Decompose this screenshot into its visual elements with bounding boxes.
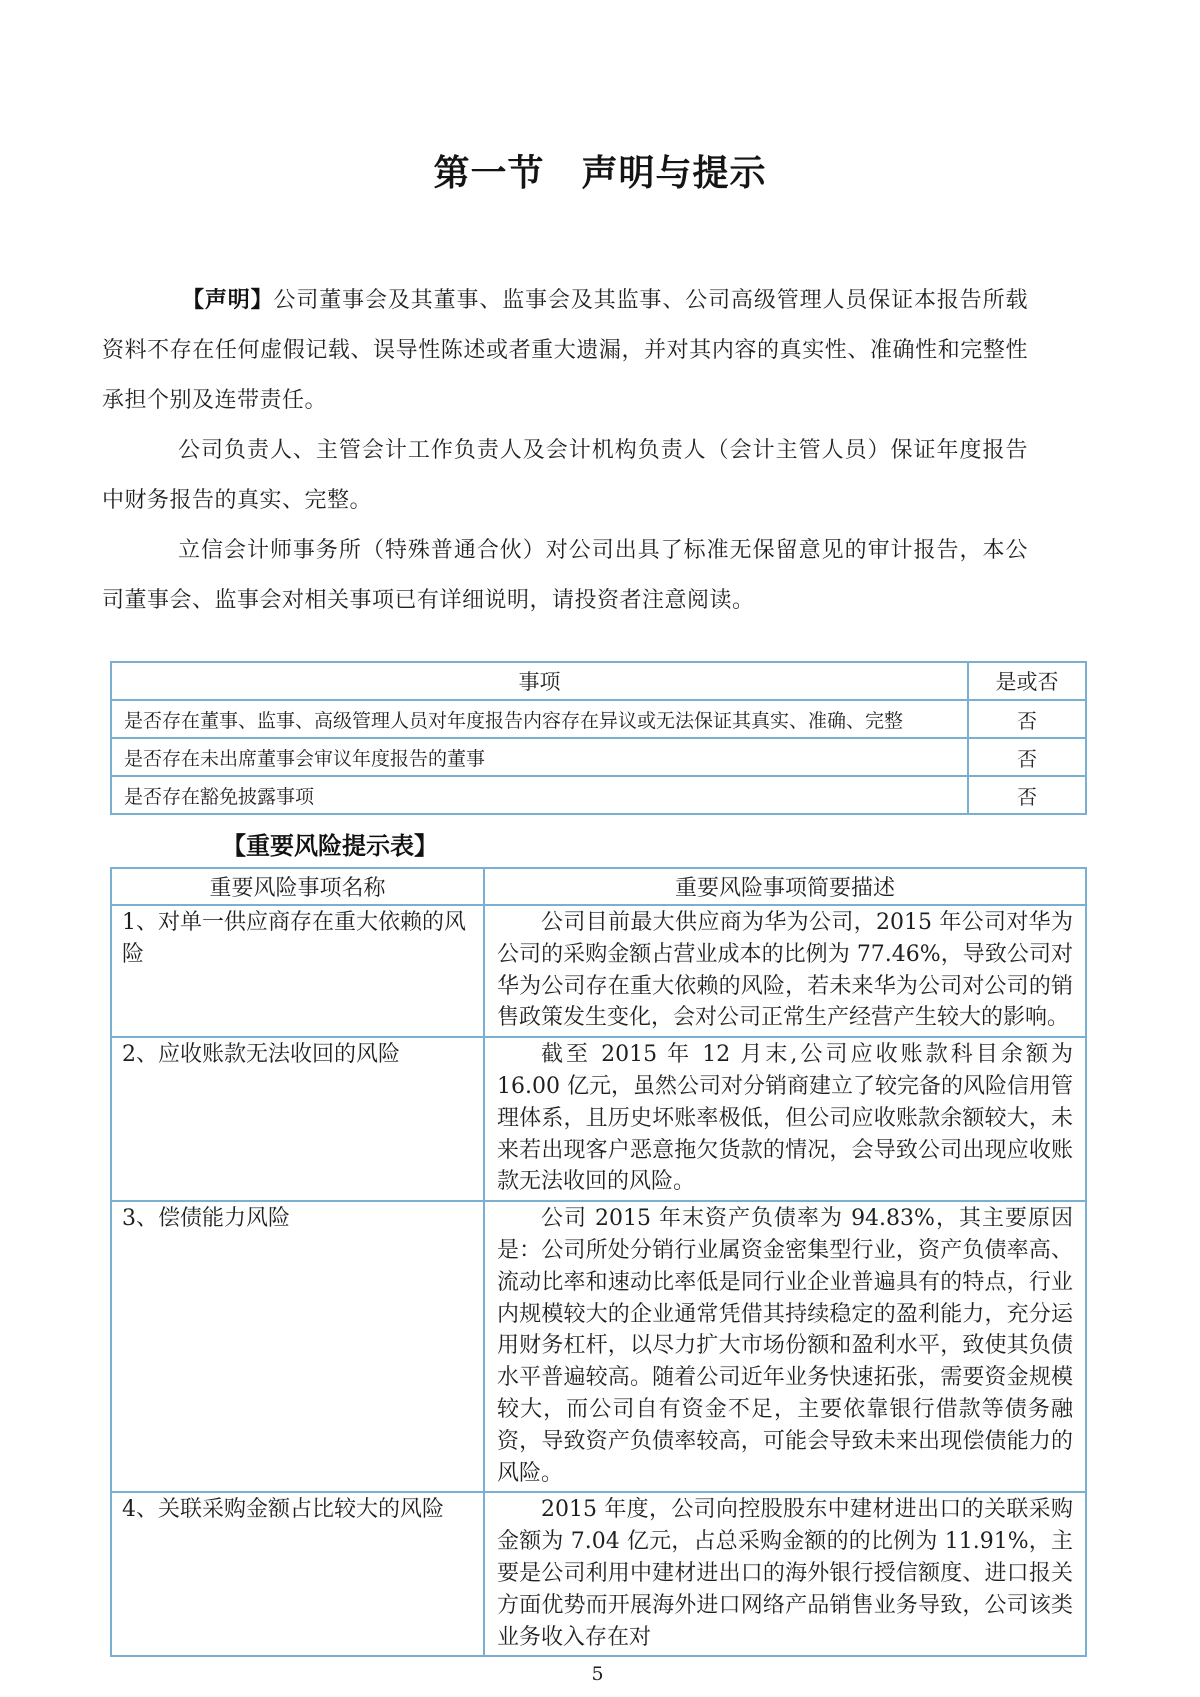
declaration-paragraph: 公司负责人、主管会计工作负责人及会计机构负责人（会计主管人员）保证年度报告中财务报告的真实、完整。 <box>102 438 1028 513</box>
risk-row <box>111 1492 1086 1656</box>
risk-desc-cell: 2015 年度，公司向控股股东中建材进出口的关联采购金额为 7.04 亿元，占总采购金额的的比例为 11.91%，主要是公司利用中建材进出口的海外银行授信额度、进口报关方面优势而开展海外进口网络产品销售业务导致，公司该类业务收入存在对 <box>484 1492 1086 1656</box>
risk-table-heading: 【重要风险提示表】 <box>222 833 438 860</box>
declaration-paragraph <box>102 275 1028 426</box>
declaration-block <box>102 275 1028 626</box>
page-number: 5 <box>591 1663 604 1686</box>
risk-table-header-row <box>111 868 1086 905</box>
risk-row <box>111 1201 1086 1492</box>
risk-desc-cell: 公司 2015 年末资产负债率为 94.83%，其主要原因是：公司所处分销行业属资金密集型行业，资产负债率高、流动比率和速动比率低是同行业企业普遍具有的特点，行业内规模较大的企业通常凭借其持续稳定的盈利能力，充分运用财务杠杆，以尽力扩大市场份额和盈利水平，致使其负债水平普遍较高。随着公司近年业务快速拓张，需要资金规模较大，而公司自有资金不足，主要依靠银行借款等债务融资，导致资产负债率较高，可能会导致未来出现偿债能力的风险。 <box>484 1201 1086 1492</box>
item-cell: 是否存在未出席董事会审议年度报告的董事 <box>111 738 968 776</box>
item-cell: 是否存在豁免披露事项 <box>111 776 968 814</box>
risk-name-cell: 2、应收账款无法收回的风险 <box>111 1037 484 1201</box>
header-cell-item: 事项 <box>111 662 968 700</box>
risk-name-cell: 3、偿债能力风险 <box>111 1201 484 1492</box>
table-row <box>111 700 1086 738</box>
risk-row <box>111 1037 1086 1201</box>
header-cell-yesno: 是或否 <box>968 662 1086 700</box>
matters-table <box>110 661 1087 815</box>
declaration-lead: 【声明】 <box>182 287 274 312</box>
risk-desc-cell: 公司目前最大供应商为华为公司，2015 年公司对华为公司的采购金额占营业成本的比例为 77.46%，导致公司对华为公司存在重大依赖的风险，若未来华为公司对公司的销售政策发生变化，会对公司正常生产经营产生较大的影响。 <box>484 905 1086 1037</box>
answer-cell: 否 <box>968 776 1086 814</box>
answer-cell: 否 <box>968 738 1086 776</box>
item-cell: 是否存在董事、监事、高级管理人员对年度报告内容存在异议或无法保证其真实、准确、完整 <box>111 700 968 738</box>
declaration-paragraph: 立信会计师事务所（特殊普通合伙）对公司出具了标准无保留意见的审计报告，本公司董事会、监事会对相关事项已有详细说明，请投资者注意阅读。 <box>102 538 1028 613</box>
header-cell-risk-desc: 重要风险事项简要描述 <box>484 868 1086 905</box>
risk-name-cell: 1、对单一供应商存在重大依赖的风险 <box>111 905 484 1037</box>
risk-row <box>111 905 1086 1037</box>
risk-desc-cell: 截至 2015 年 12 月末,公司应收账款科目余额为 16.00 亿元，虽然公司对分销商建立了较完备的风险信用管理体系，且历史坏账率极低，但公司应收账款余额较大，未来若出现客户恶意拖欠货款的情况，会导致公司出现应收账款无法收回的风险。 <box>484 1037 1086 1201</box>
table-row <box>111 738 1086 776</box>
section-title: 第一节 声明与提示 <box>433 152 767 193</box>
answer-cell: 否 <box>968 700 1086 738</box>
table-row <box>111 776 1086 814</box>
risk-table <box>110 867 1087 1657</box>
header-cell-risk-name: 重要风险事项名称 <box>111 868 484 905</box>
matters-table-header-row <box>111 662 1086 700</box>
declaration-text: 公司董事会及其董事、监事会及其监事、公司高级管理人员保证本报告所载资料不存在任何虚假记载、误导性陈述或者重大遗漏，并对其内容的真实性、准确性和完整性承担个别及连带责任。 <box>102 288 1028 413</box>
risk-name-cell: 4、关联采购金额占比较大的风险 <box>111 1492 484 1656</box>
